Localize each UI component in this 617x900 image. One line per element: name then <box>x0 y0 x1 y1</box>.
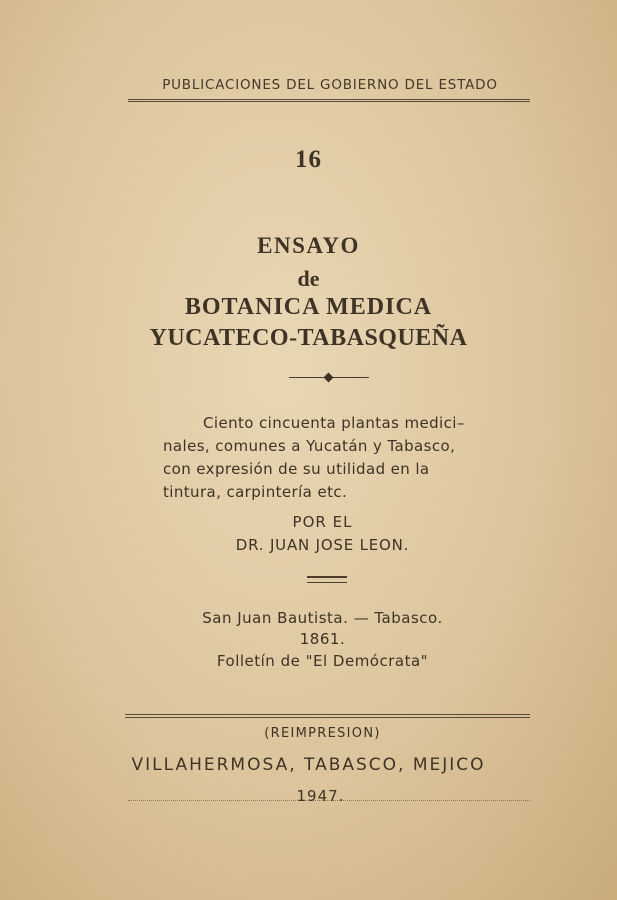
description-line-3: con expresión de su utilidad en la <box>163 460 430 478</box>
title-line-4: YUCATECO-TABASQUEÑA <box>149 325 468 351</box>
origin-place: San Juan Bautista. — Tabasco. <box>202 609 443 627</box>
publisher-city: VILLAHERMOSA, TABASCO, MEJICO <box>131 755 486 775</box>
reprint-label: (REIMPRESION) <box>264 726 381 741</box>
description-line-4: tintura, carpintería etc. <box>163 483 348 501</box>
origin-folletin: Folletín de "El Demócrata" <box>216 652 429 670</box>
publication-year: 1947. <box>296 787 345 805</box>
header-rule <box>128 99 530 102</box>
series-heading: PUBLICACIONES DEL GOBIERNO DEL ESTADO <box>162 77 498 93</box>
title-line-3: BOTANICA MEDICA <box>184 294 433 320</box>
description-line-2: nales, comunes a Yucatán y Tabasco, <box>163 437 456 455</box>
section-divider <box>307 576 347 583</box>
origin-year: 1861. <box>299 630 346 648</box>
description-line-1: Ciento cincuenta plantas medici– <box>203 414 465 432</box>
title-line-1: ENSAYO <box>257 233 360 258</box>
volume-number: 16 <box>295 146 322 173</box>
author-name: DR. JUAN JOSE LEON. <box>235 536 410 554</box>
author-prefix: POR EL <box>292 513 353 531</box>
subtitle-description <box>163 412 481 504</box>
title-line-2: de <box>297 266 320 291</box>
ornament-diamond-icon <box>324 373 334 383</box>
footer-rule <box>125 714 530 718</box>
